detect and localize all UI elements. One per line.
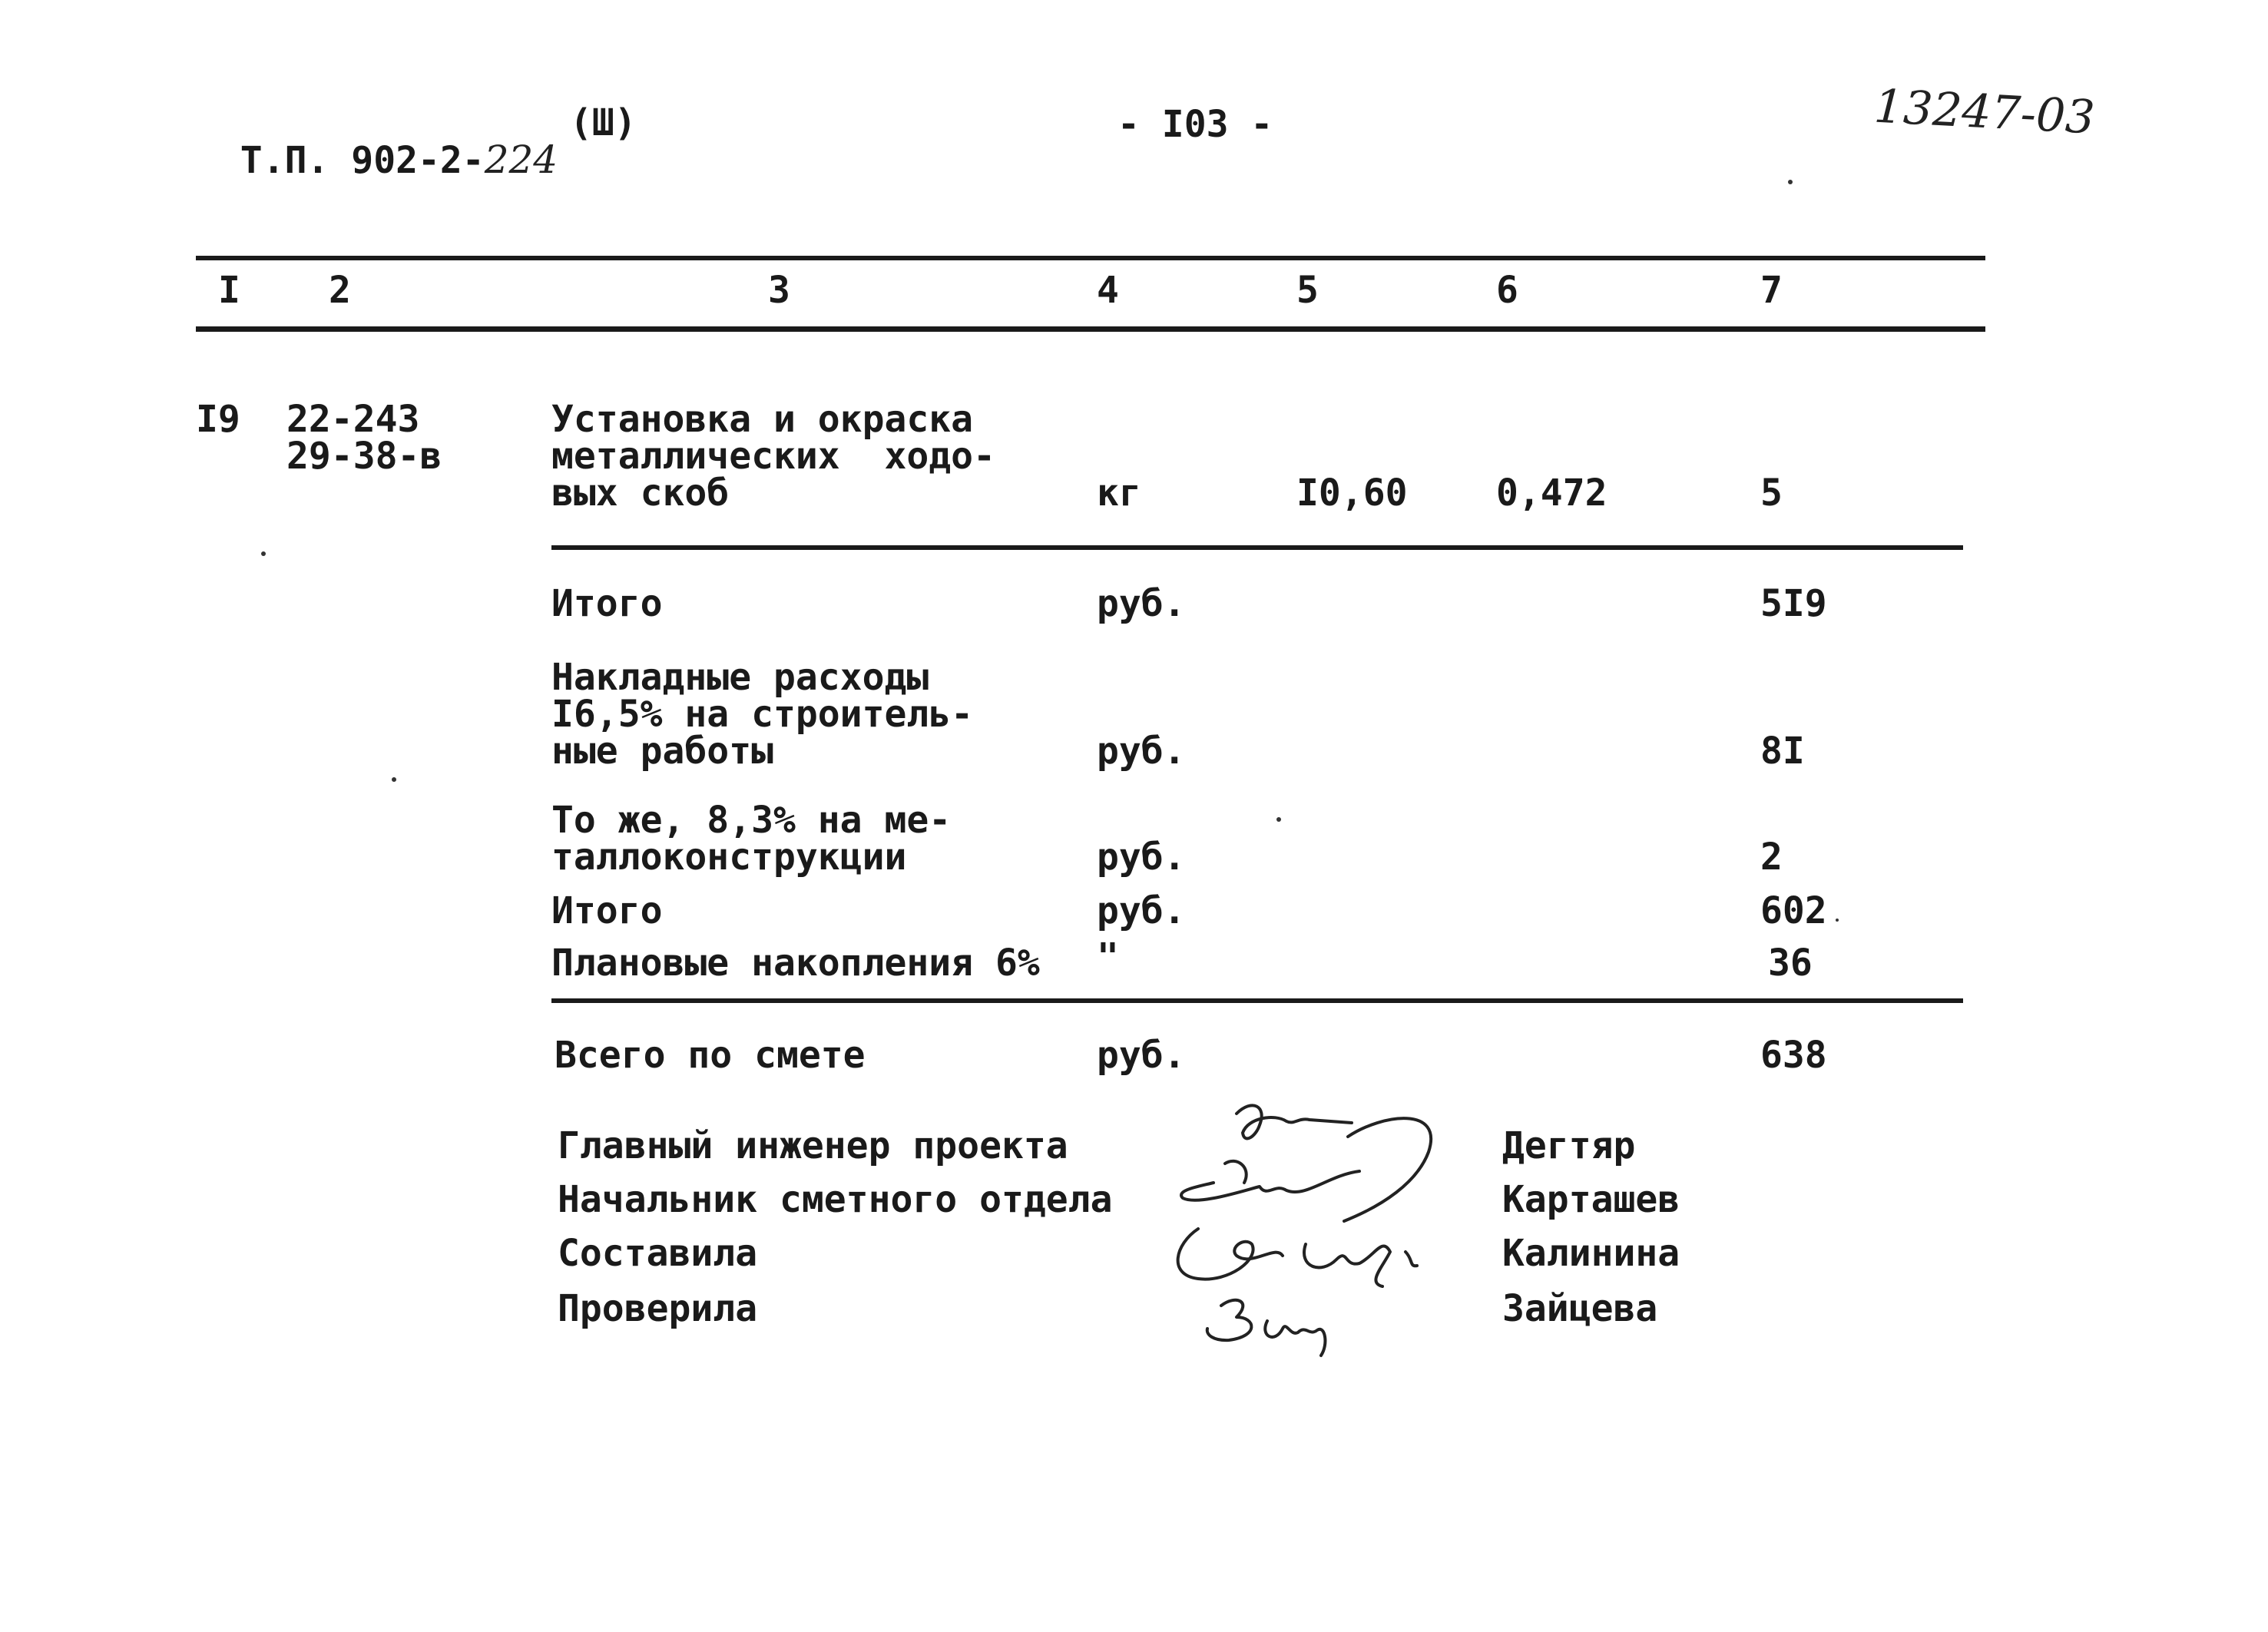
signature-role-chief-engineer: Главный инженер проекта [558, 1124, 1068, 1167]
entry-desc-line-3: вых скоб [551, 472, 730, 515]
summary-metal-line-1: То же, 8,3% на ме- [551, 799, 952, 842]
scan-speck [1788, 180, 1793, 184]
scan-speck [1836, 919, 1839, 922]
signature-name-compiler: Калинина [1502, 1232, 1680, 1275]
page-number: - I03 - [1117, 103, 1273, 146]
signature-role-dept-head: Начальник сметного отдела [558, 1178, 1113, 1221]
summary-subtotal-label: Итого [551, 582, 663, 625]
entry-code-2: 29-38-в [286, 435, 442, 478]
summary-overhead-line-2: I6,5% на строитель- [551, 693, 974, 736]
col-4-header: 4 [1097, 269, 1119, 312]
summary-overhead-unit: руб. [1097, 730, 1186, 773]
summary-overhead-line-1: Накладные расходы [551, 656, 929, 699]
doc-code [196, 104, 558, 182]
signature-name-chief-engineer: Дегтяр [1502, 1124, 1636, 1167]
summary-planned-label: Плановые накопления 6% [551, 942, 1040, 985]
entry-desc-line-2: металлических ходо- [551, 435, 995, 478]
grand-total-value: 638 [1760, 1034, 1827, 1077]
summary-subtotal-unit: руб. [1097, 582, 1186, 625]
top-rule [196, 256, 1985, 260]
col-7-header: 7 [1760, 269, 1783, 312]
summary-planned-unit: " [1097, 935, 1119, 978]
scan-speck [392, 777, 396, 782]
doc-code-handwritten: 224 [484, 137, 558, 182]
grand-total-label: Всего по смете [555, 1034, 866, 1077]
entry-price: 0,472 [1496, 472, 1607, 515]
summary-overhead-line-3: ные работы [551, 730, 773, 773]
doc-code-printed: Т.П. 902-2- [240, 139, 485, 182]
summary-overhead-value: 8I [1760, 730, 1805, 773]
summary-subtotal-value: 5I9 [1760, 582, 1827, 625]
summary-subtotal2-value: 602 [1760, 889, 1827, 932]
entry-number: I9 [196, 398, 240, 441]
col-6-header: 6 [1496, 269, 1518, 312]
col-5-header: 5 [1296, 269, 1319, 312]
entry-qty: I0,60 [1296, 472, 1408, 515]
summary-subtotal2-label: Итого [551, 889, 663, 932]
signature-name-dept-head: Карташев [1502, 1178, 1680, 1221]
archive-number: 13247-03 [1872, 79, 2097, 145]
handwritten-signatures [1152, 1091, 1490, 1367]
col-3-header: 3 [768, 269, 790, 312]
summary-subtotal2-unit: руб. [1097, 889, 1186, 932]
header-bottom-rule [196, 326, 1985, 332]
entry-desc-line-1: Установка и окраска [551, 398, 974, 441]
scan-speck [261, 551, 266, 556]
col-2-header: 2 [329, 269, 351, 312]
grand-total-unit: руб. [1097, 1034, 1186, 1077]
summary-planned-value: 36 [1768, 942, 1813, 985]
summary-metal-line-2: таллоконструкции [551, 836, 907, 879]
doc-part: (Ш) [570, 101, 637, 144]
col-1-header: I [218, 269, 240, 312]
entry-code-1: 22-243 [286, 398, 420, 441]
summary-metal-unit: руб. [1097, 836, 1186, 879]
total-rule [551, 998, 1963, 1003]
signature-name-checker: Зайцева [1502, 1287, 1658, 1330]
entry-unit: кг [1097, 472, 1141, 515]
signature-role-compiler: Составила [558, 1232, 758, 1275]
entry-bottom-rule [551, 545, 1963, 550]
entry-total: 5 [1760, 472, 1783, 515]
summary-metal-value: 2 [1760, 836, 1783, 879]
scan-speck [1276, 817, 1281, 822]
signature-role-checker: Проверила [558, 1287, 758, 1330]
